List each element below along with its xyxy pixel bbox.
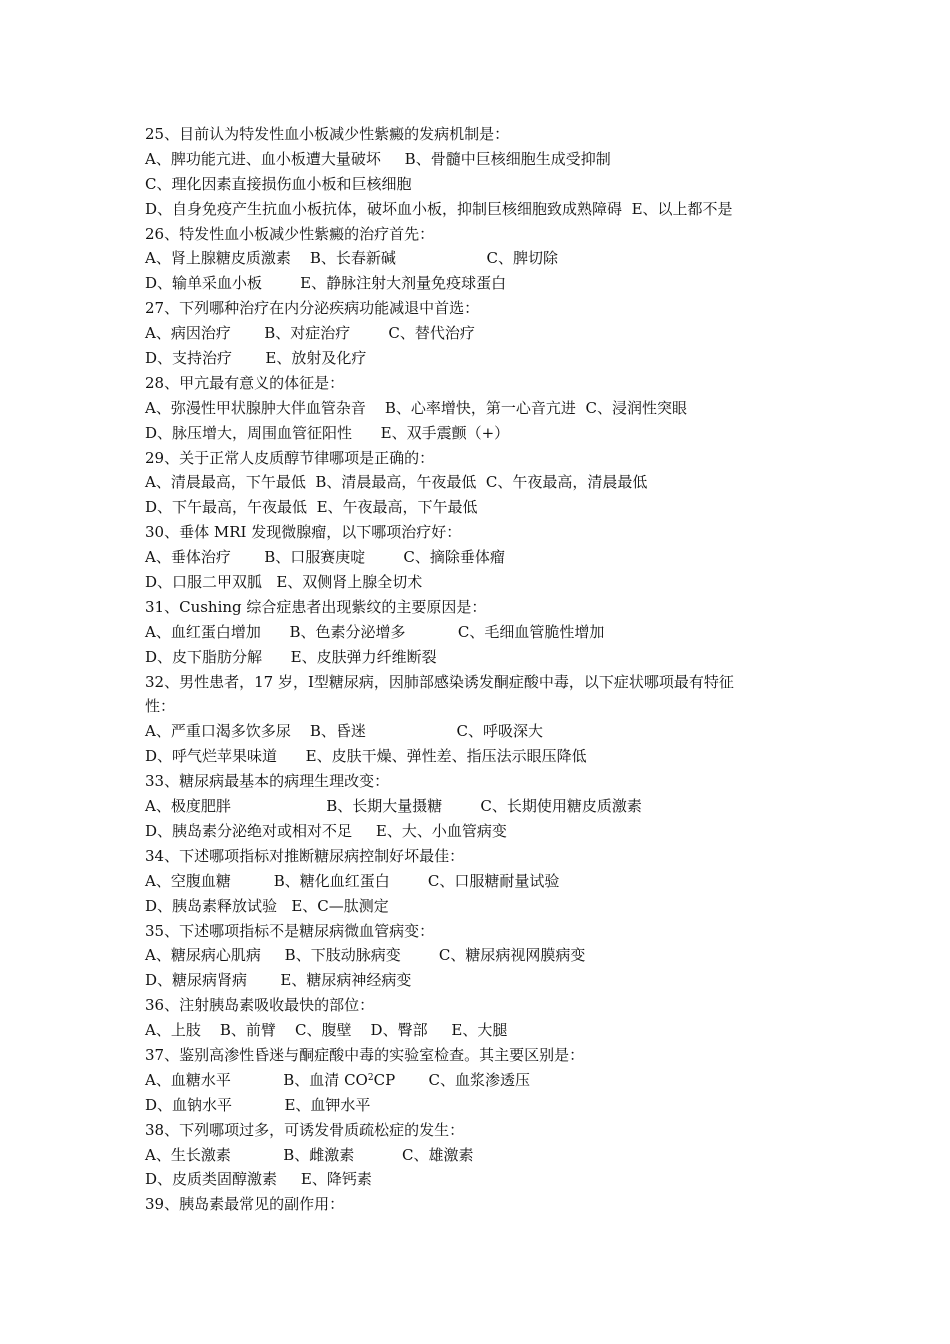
text-line: 25、目前认为特发性血小板减少性紫癜的发病机制是： bbox=[145, 125, 510, 143]
text-line: D、皮质类固醇激素 E、降钙素 bbox=[145, 1170, 372, 1189]
text-line: A、清晨最高，下午最低 B、清晨最高，午夜最低 C、午夜最高，清晨最低 bbox=[145, 473, 648, 492]
text-line: 39、胰岛素最常见的副作用： bbox=[145, 1195, 345, 1214]
text-line: 28、甲亢最有意义的体征是： bbox=[145, 373, 345, 392]
text-line: D、口服二甲双胍 E、双侧肾上腺全切术 bbox=[145, 573, 423, 592]
text-line: D、呼气烂苹果味道 E、皮肤干燥、弹性差、指压法示眼压降低 bbox=[145, 747, 587, 766]
text-line bbox=[145, 1068, 810, 1093]
text-line: D、下午最高，午夜最低 E、午夜最高，下午最低 bbox=[145, 498, 478, 517]
text-line: D、胰岛素分泌绝对或相对不足 E、大、小血管病变 bbox=[145, 821, 507, 840]
text-line: 35、下述哪项指标不是糖尿病微血管病变： bbox=[145, 921, 435, 940]
text-line: A、极度肥胖 B、长期大量摄糖 C、长期使用糖皮质激素 bbox=[145, 797, 642, 816]
text-line: A、上肢 B、前臂 C、腹壁 D、臀部 E、大腿 bbox=[145, 1021, 508, 1040]
text-line: 27、下列哪种治疗在内分泌疾病功能减退中首选： bbox=[145, 299, 480, 318]
question-text-block bbox=[145, 122, 810, 1217]
text-line: 29、关于正常人皮质醇节律哪项是正确的： bbox=[145, 448, 435, 467]
text-line: A、生长激素 B、雌激素 C、雄激素 bbox=[145, 1145, 474, 1164]
text-line: 38、下列哪项过多，可诱发骨质疏松症的发生： bbox=[145, 1120, 465, 1139]
text-line: A、血红蛋白增加 B、色素分泌增多 C、毛细血管脆性增加 bbox=[145, 622, 605, 641]
text-segment: A、血糖水平 B、血清 CO bbox=[145, 1070, 368, 1089]
text-line: A、肾上腺糖皮质激素 B、长春新碱 C、脾切除 bbox=[145, 249, 558, 268]
text-line: 37、鉴别高渗性昏迷与酮症酸中毒的实验室检查。其主要区别是： bbox=[145, 1045, 585, 1064]
text-line: D、支持治疗 E、放射及化疗 bbox=[145, 349, 367, 368]
text-line: D、输单采血小板 E、静脉注射大剂量免疫球蛋白 bbox=[145, 274, 507, 293]
text-line: A、病因治疗 B、对症治疗 C、替代治疗 bbox=[145, 324, 475, 343]
text-line: D、胰岛素释放试验 E、C—肽测定 bbox=[145, 896, 389, 915]
text-line: 32、男性患者，17 岁，Ⅰ型糖尿病，因肺部感染诱发酮症酸中毒，以下症状哪项最有特征 bbox=[145, 672, 734, 691]
text-line: D、自身免疫产生抗血小板抗体，破坏血小板，抑制巨核细胞致成熟障碍 E、以上都不是 bbox=[145, 199, 733, 218]
text-line: D、血钠水平 E、血钾水平 bbox=[145, 1095, 371, 1114]
text-line: A、弥漫性甲状腺肿大伴血管杂音 B、心率增快，第一心音亢进 C、浸润性突眼 bbox=[145, 398, 687, 417]
text-line: A、空腹血糖 B、糖化血红蛋白 C、口服糖耐量试验 bbox=[145, 871, 560, 890]
text-line: C、理化因素直接损伤血小板和巨核细胞 bbox=[145, 174, 412, 193]
text-line: A、糖尿病心肌病 B、下肢动脉病变 C、糖尿病视网膜病变 bbox=[145, 946, 586, 965]
text-segment: CP C、血浆渗透压 bbox=[373, 1070, 531, 1089]
text-line: 34、下述哪项指标对推断糖尿病控制好坏最佳： bbox=[145, 846, 465, 865]
text-line: D、糖尿病肾病 E、糖尿病神经病变 bbox=[145, 971, 412, 990]
text-line: A、垂体治疗 B、口服赛庚啶 C、摘除垂体瘤 bbox=[145, 548, 505, 567]
text-line: 26、特发性血小板减少性紫癜的治疗首先： bbox=[145, 224, 435, 243]
superscript: 2 bbox=[367, 1072, 374, 1083]
text-line: 31、Cushing 综合症患者出现紫纹的主要原因是： bbox=[145, 597, 487, 616]
text-line: 36、注射胰岛素吸收最快的部位： bbox=[145, 996, 375, 1015]
text-line: D、皮下脂肪分解 E、皮肤弹力纤维断裂 bbox=[145, 647, 437, 666]
text-line: 33、糖尿病最基本的病理生理改变： bbox=[145, 772, 390, 791]
text-line: A、脾功能亢进、血小板遭大量破坏 B、骨髓中巨核细胞生成受抑制 bbox=[145, 149, 611, 168]
text-line: A、严重口渴多饮多尿 B、昏迷 C、呼吸深大 bbox=[145, 722, 543, 741]
text-line: D、脉压增大，周围血管征阳性 E、双手震颤（+） bbox=[145, 423, 510, 442]
text-line: 性： bbox=[145, 697, 176, 716]
text-line: 30、垂体 MRI 发现微腺瘤，以下哪项治疗好： bbox=[145, 523, 462, 542]
